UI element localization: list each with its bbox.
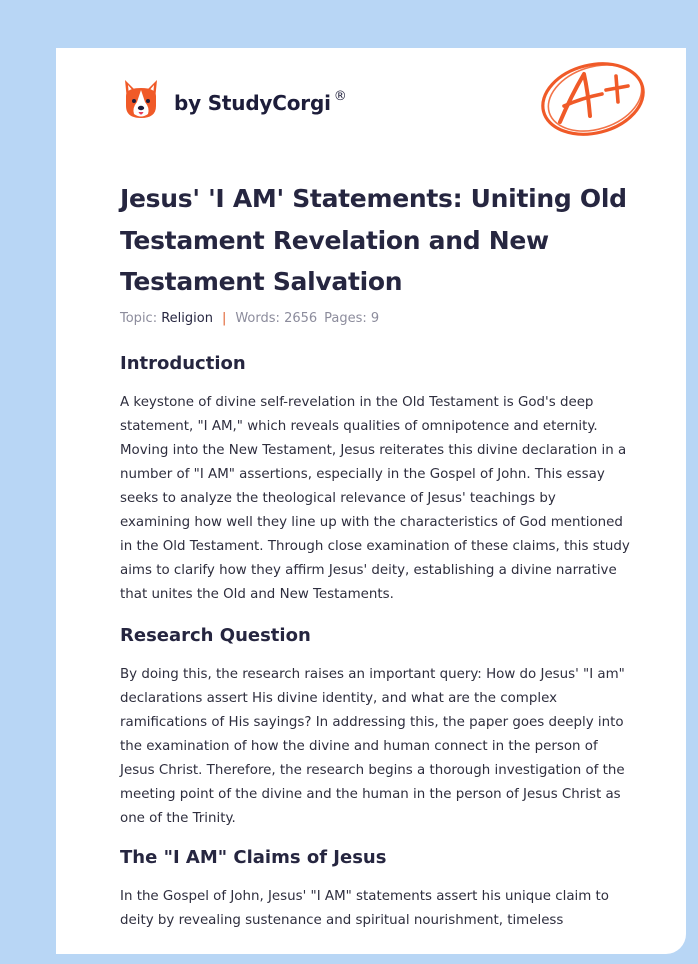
section-body: In the Gospel of John, Jesus' "I AM" statements assert his unique claim to deity by revealing sustenance and spiritual nourishment, timeless	[120, 889, 609, 928]
pages-label: Pages:	[324, 311, 367, 326]
meta-separator: |	[221, 311, 227, 326]
a-plus-grade-icon	[538, 58, 650, 140]
registered-mark: ®	[333, 89, 347, 104]
section-body: A keystone of divine self-revelation in the Old Testament is God's deep statement, "I AM," which reveals qualities of omnipotence and eternity. Moving into the New Testament, Jesus reiterates this divine declaration in a number of "I AM" assertions, especially in the Gospel of John. This essay seeks to analyze the theological relevance of Jesus' teachings by examining how well they line up with the characteristics of God mentioned in the Old Testament. Through close examination of these claims, this study aims to clarify how they affirm Jesus' deity, establishing a divine narrative that unites the Old and New Testaments.	[120, 395, 630, 602]
words-count: 2656	[284, 311, 318, 326]
document-meta	[120, 311, 379, 326]
section-research-question	[120, 624, 630, 831]
words-label: Words:	[235, 311, 280, 326]
document-card	[56, 48, 686, 954]
brand-name	[174, 91, 347, 115]
corgi-icon	[122, 78, 160, 122]
studycorgi-logo[interactable]	[122, 76, 347, 124]
document-title: Jesus' 'I AM' Statements: Uniting Old Testament Revelation and New Testament Salvation	[120, 184, 627, 296]
topic-link[interactable]: Religion	[161, 311, 213, 326]
section-i-am-claims	[120, 846, 630, 933]
section-heading: The "I AM" Claims of Jesus	[120, 847, 387, 868]
section-heading: Research Question	[120, 625, 311, 646]
pages-count: 9	[370, 311, 380, 326]
section-heading: Introduction	[120, 353, 246, 374]
topic-label: Topic:	[120, 311, 158, 326]
section-body: By doing this, the research raises an important query: How do Jesus' "I am" declarations assert His divine identity, and what are the complex ramifications of His sayings? In addressing this, the paper goes deeply into the examination of how the divine and human connect in the person of Jesus Christ. Therefore, the research begins a thorough investigation of the meeting point of the divine and the human in the person of Jesus Christ as one of the Trinity.	[120, 667, 625, 826]
brand-text: by StudyCorgi	[174, 91, 331, 115]
section-introduction	[120, 352, 630, 607]
